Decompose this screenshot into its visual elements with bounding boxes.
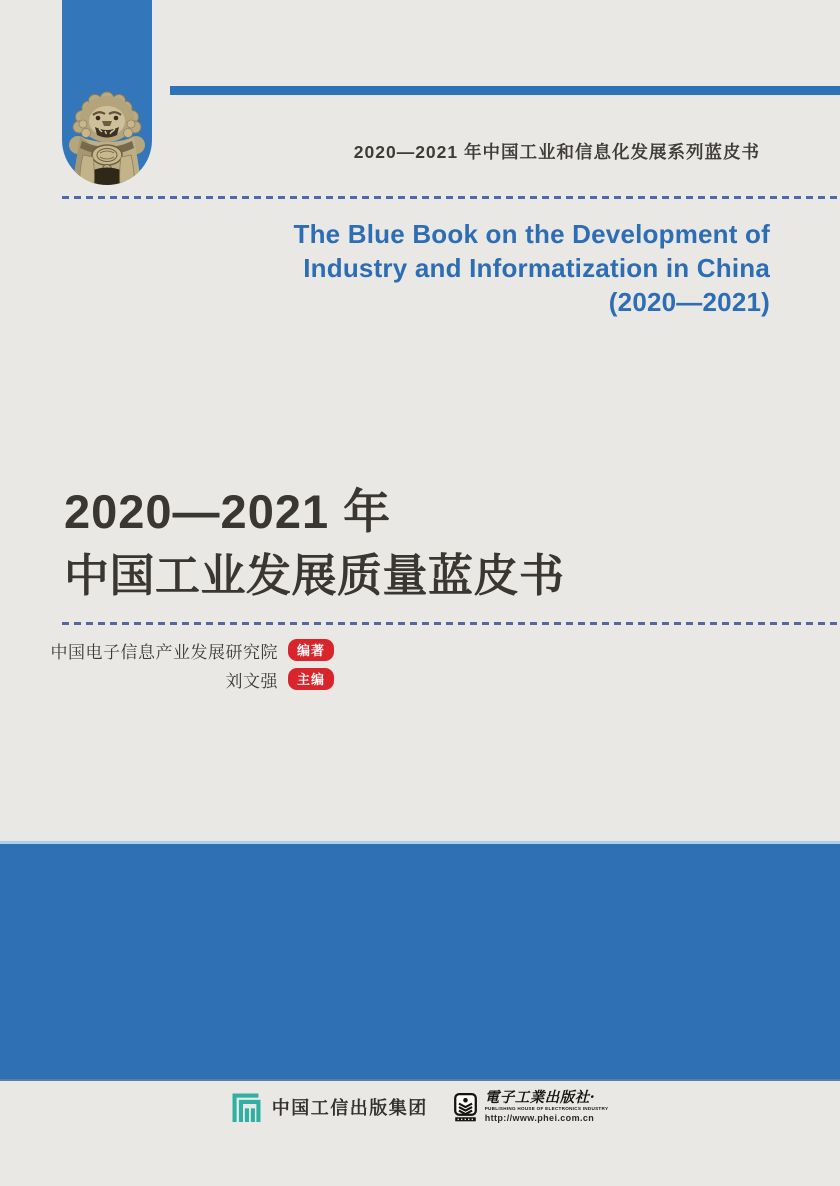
publisher-press — [454, 1088, 609, 1124]
main-title-line2: 中国工业发展质量蓝皮书 — [64, 550, 565, 601]
dashed-divider-bottom — [62, 622, 840, 625]
editor-role-badge: 主编 — [288, 668, 334, 690]
author-role-badge: 编著 — [288, 639, 334, 661]
main-title — [64, 480, 565, 608]
bottom-blue-panel — [0, 841, 840, 1081]
english-title — [294, 217, 770, 319]
editor-name: 刘文强 — [225, 671, 278, 691]
dashed-divider-top — [62, 196, 840, 199]
author-row — [0, 641, 334, 662]
left-accent-stripe — [62, 0, 152, 185]
english-title-line2: Industry and Informatization in China — [303, 253, 770, 283]
press-url: http://www.phei.com.cn — [484, 1113, 595, 1124]
press-logo-icon — [454, 1093, 477, 1122]
press-name: 電子工業出版社· — [484, 1088, 596, 1106]
english-title-line1: The Blue Book on the Development of — [293, 219, 770, 249]
author-name: 中国电子信息产业发展研究院 — [50, 642, 278, 662]
press-subtitle: PUBLISHING HOUSE OF ELECTRONICS INDUSTRY — [484, 1106, 609, 1112]
press-text-block — [484, 1088, 609, 1124]
publisher-footer — [0, 1086, 840, 1128]
english-title-line3: (2020—2021) — [608, 287, 770, 317]
publishing-group-logo-icon — [232, 1093, 261, 1122]
top-accent-bar — [170, 86, 840, 95]
series-title: 2020—2021 年中国工业和信息化发展系列蓝皮书 — [353, 142, 760, 162]
publishing-group-name: 中国工信出版集团 — [271, 1098, 428, 1118]
main-title-line1: 2020—2021 年 — [64, 485, 392, 538]
stone-lion-icon — [62, 91, 152, 185]
author-block — [0, 641, 334, 699]
publisher-group — [232, 1093, 428, 1122]
author-row — [0, 670, 334, 691]
